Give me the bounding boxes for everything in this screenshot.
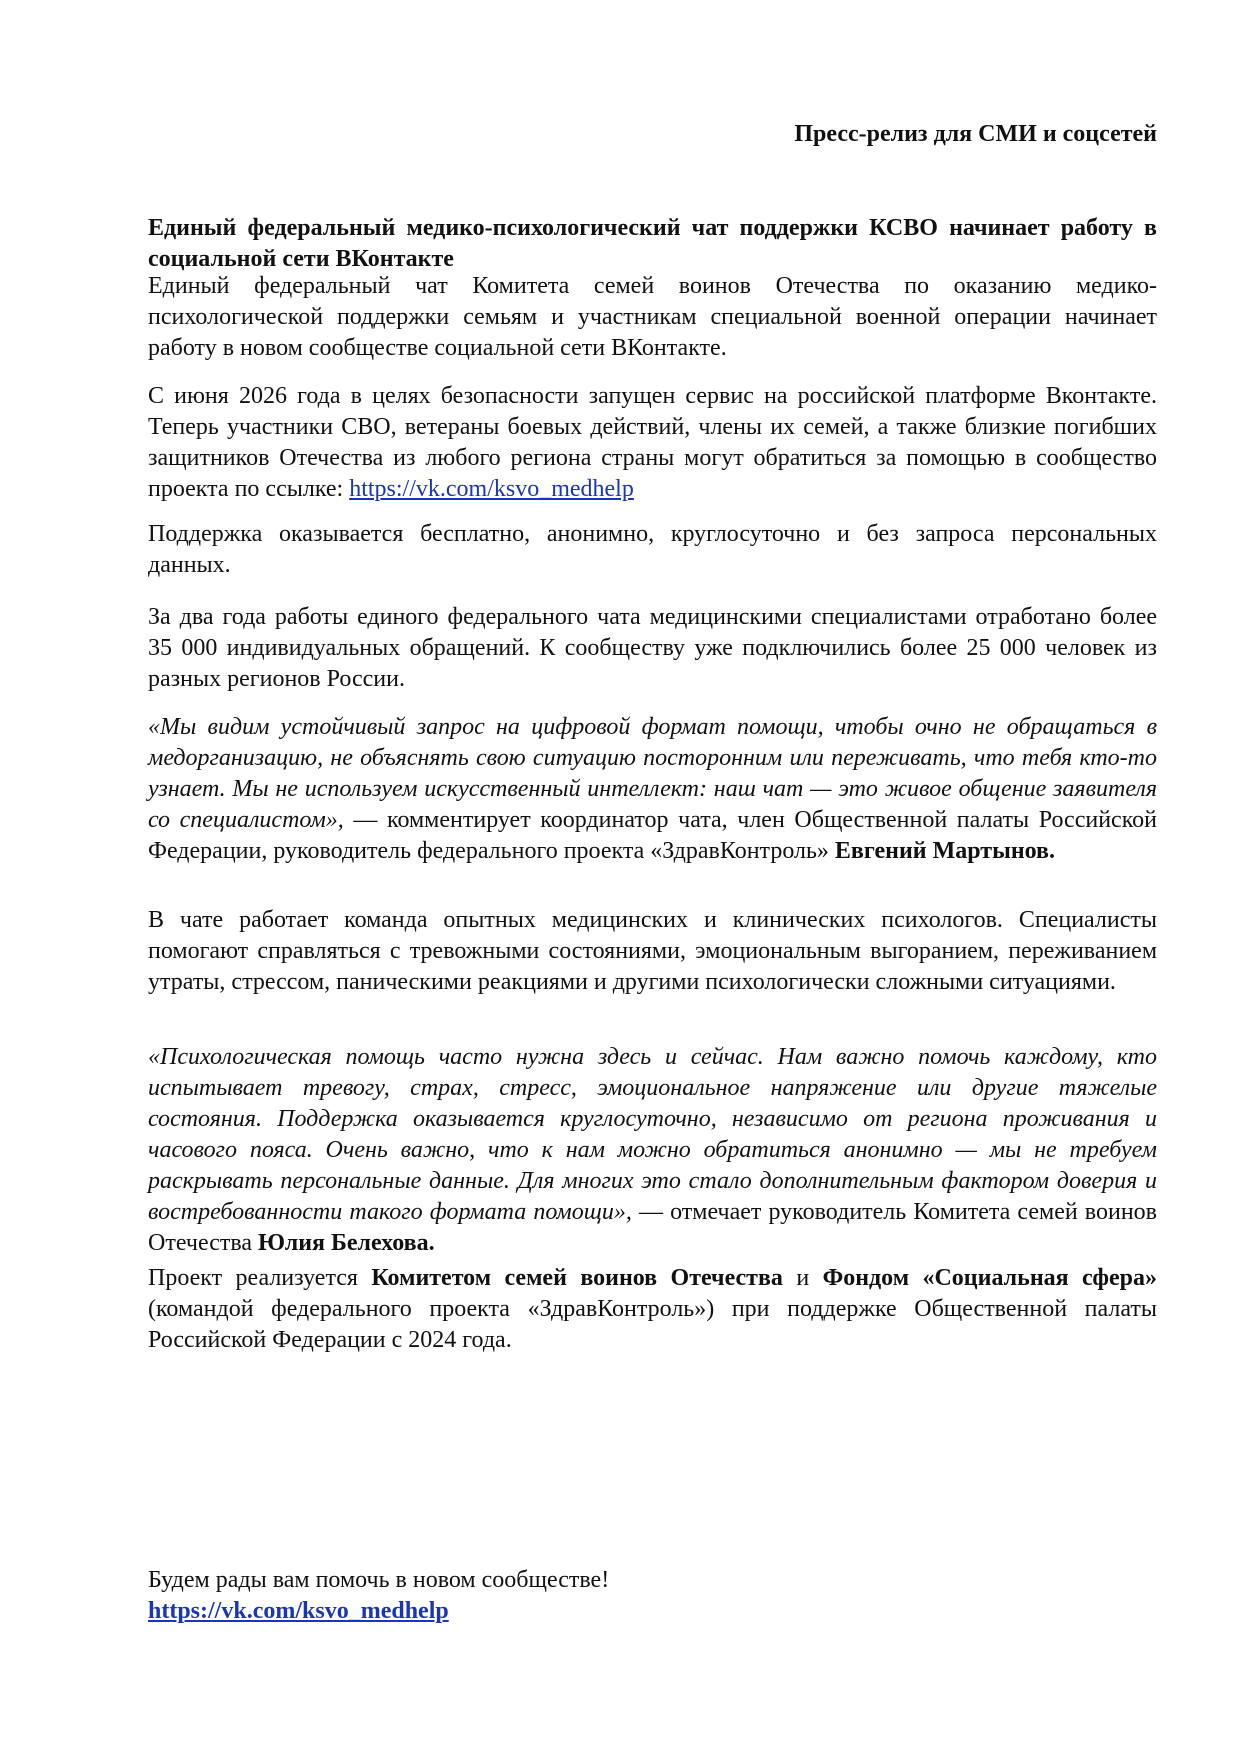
quote-martynov-attribution: — комментирует координатор чата, член Общественной палаты Российской Федерации, руководитель федерального проекта «ЗдравКонтроль» bbox=[148, 807, 1157, 864]
closing-block bbox=[148, 1565, 1157, 1627]
closing-text: Будем рады вам помочь в новом сообществе! bbox=[148, 1567, 610, 1593]
community-link-inline[interactable]: https://vk.com/ksvo_medhelp bbox=[349, 476, 634, 502]
paragraph-support-terms: Поддержка оказывается бесплатно, анонимно, круглосуточно и без запроса персональных данных. bbox=[148, 521, 1157, 578]
paragraph-intro: Единый федеральный чат Комитета семей воинов Отечества по оказанию медико-психологической поддержки семьям и участникам специальной военной операции начинает работу в новом сообществе социальной сети ВКонтакте. bbox=[148, 273, 1157, 361]
quote-martynov bbox=[148, 712, 1157, 867]
quote-belekhova-name: Юлия Белехова. bbox=[258, 1230, 435, 1256]
quote-martynov-text: «Мы видим устойчивый запрос на цифровой формат помощи, чтобы очно не обращаться в медорганизацию, не объяснять свою ситуацию посторонним или переживать, что тебя кто-то узнает. Мы не используем искусственный интеллект: наш чат — это живое общение заявителя со специалистом», bbox=[148, 714, 1157, 833]
community-link-closing[interactable]: https://vk.com/ksvo_medhelp bbox=[148, 1598, 449, 1624]
quote-belekhova-attribution: — отмечает руководитель Комитета семей воинов Отечества bbox=[148, 1199, 1157, 1256]
project-text-and: и bbox=[782, 1265, 823, 1291]
project-text-end: (командой федерального проекта «ЗдравКонтроль») при поддержке Общественной палаты Российской Федерации с 2024 года. bbox=[148, 1296, 1157, 1353]
paragraph-service-launch bbox=[148, 381, 1157, 505]
project-org-committee: Комитетом семей воинов Отечества bbox=[371, 1265, 783, 1291]
document-title: Единый федеральный медико-психологический чат поддержки КСВО начинает работу в социальной сети ВКонтакте bbox=[148, 215, 1157, 272]
paragraph-statistics: За два года работы единого федерального чата медицинскими специалистами отработано более 35 000 индивидуальных обращений. К сообществу уже подключились более 25 000 человек из разных регионов России. bbox=[148, 604, 1157, 692]
press-release-label: Пресс-релиз для СМИ и соцсетей bbox=[794, 121, 1157, 147]
paragraph-project-partners bbox=[148, 1263, 1157, 1356]
project-org-foundation: Фондом «Социальная сфера» bbox=[822, 1265, 1157, 1291]
quote-belekhova bbox=[148, 1042, 1157, 1259]
quote-belekhova-text: «Психологическая помощь часто нужна здесь и сейчас. Нам важно помочь каждому, кто испытывает тревогу, страх, стресс, эмоциональное напряжение или другие тяжелые состояния. Поддержка оказывается круглосуточно, независимо от региона проживания и часового пояса. Очень важно, что к нам можно обратиться анонимно — мы не требуем раскрывать персональные данные. Для многих это стало дополнительным фактором доверия и востребованности такого формата помощи», bbox=[148, 1044, 1157, 1225]
quote-martynov-name: Евгений Мартынов. bbox=[834, 838, 1056, 864]
paragraph-service-launch-text: С июня 2026 года в целях безопасности запущен сервис на российской платформе Вконтакте. Теперь участники СВО, ветераны боевых действий, члены их семей, а также близкие погибших защитников Отечества из любого региона страны могут обратиться за помощью в сообщество проекта по ссылке: bbox=[148, 383, 1157, 502]
paragraph-team: В чате работает команда опытных медицинских и клинических психологов. Специалисты помогают справляться с тревожными состояниями, эмоциональным выгоранием, переживанием утраты, стрессом, паническими реакциями и другими психологически сложными ситуациями. bbox=[148, 907, 1157, 995]
project-text-start: Проект реализуется bbox=[148, 1265, 372, 1291]
